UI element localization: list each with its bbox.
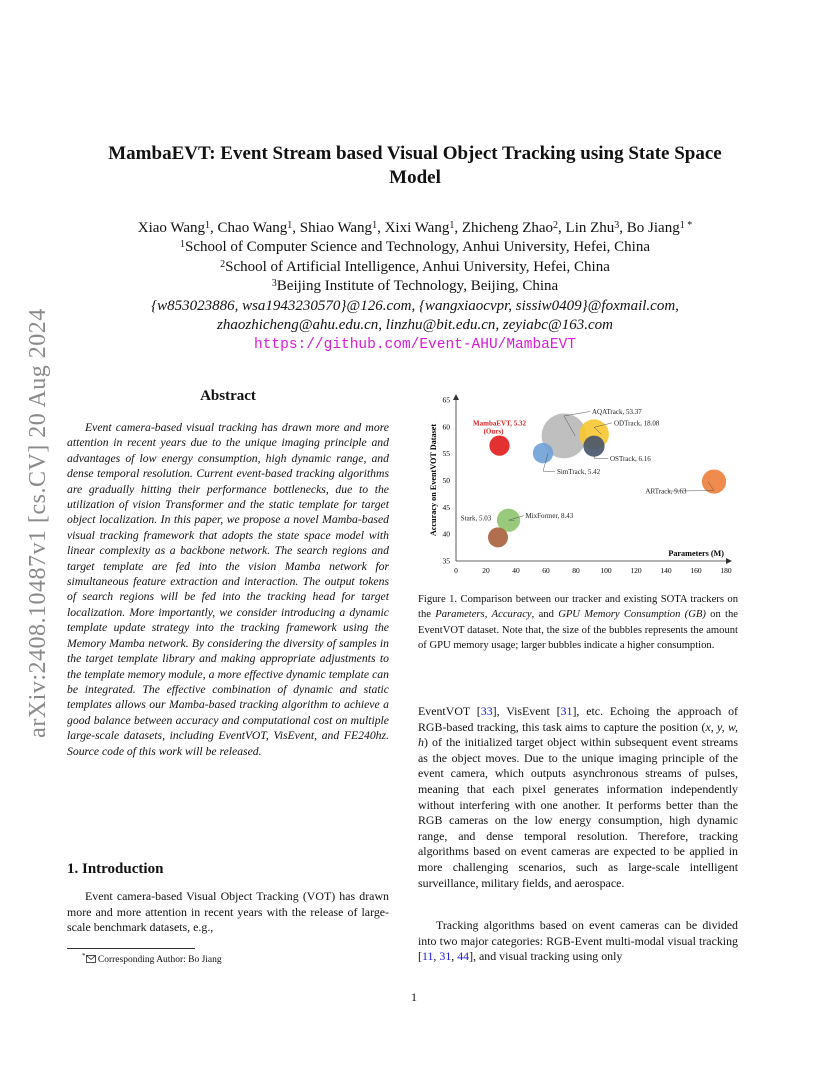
point-label: MixFormer, 8.43: [525, 512, 574, 521]
author-name: Zhicheng Zhao: [461, 220, 554, 236]
x-axis-arrow: [726, 558, 732, 564]
point-label: Stark, 5.03: [460, 514, 492, 523]
point-sublabel: (Ours): [483, 427, 504, 436]
x-tick-label: 40: [512, 566, 520, 575]
arxiv-identifier: arXiv:2408.10487v1 [cs.CV] 20 Aug 2024: [25, 308, 51, 738]
citation-link[interactable]: 31: [439, 949, 452, 964]
emails-line-1: {w853023886, wsa1943230570}@126.com, {wangxiaocvpr, sissiw0409}@foxmail.com,: [151, 298, 679, 314]
emails-line-2: zhaozhicheng@ahu.edu.cn, linzhu@bit.edu.cn, zeyiabc@163.com: [217, 317, 613, 333]
point-label: SimTrack, 5.42: [557, 468, 601, 477]
point-label: AQATrack, 53.37: [592, 407, 642, 416]
repo-link-row: [60, 334, 770, 355]
author-affiliation-mark: 1: [372, 220, 378, 231]
footnote-text: Corresponding Author: Bo Jiang: [97, 955, 222, 966]
author-affiliation-mark: 1: [287, 220, 293, 231]
y-tick-label: 60: [442, 422, 450, 432]
x-tick-labels: [454, 566, 732, 575]
affiliation-3: $^3$Beijing Institute of Technology, Beijing, China: [271, 278, 559, 294]
citation-link[interactable]: 44: [457, 949, 470, 964]
paper-title: [60, 142, 770, 190]
author-name: Xiao Wang: [137, 220, 206, 236]
author-affiliation-mark: 3: [614, 220, 620, 231]
x-tick-label: 180: [720, 566, 732, 575]
author-name: Chao Wang: [217, 220, 288, 236]
x-tick-label: 100: [600, 566, 612, 575]
author-name: Shiao Wang: [299, 220, 373, 236]
figure-1-bubble-chart: [418, 386, 740, 582]
point-label: MambaEVT, 5.32: [473, 419, 526, 428]
author-affiliation-mark: 1 *: [679, 220, 693, 231]
y-tick-label: 65: [442, 395, 450, 405]
bubble-point: [702, 469, 726, 493]
bubble-point: [583, 436, 604, 457]
page-number: 1: [411, 990, 417, 1004]
abstract-text: Event camera-based visual tracking has drawn more and more attention in recent years due to the unique imaging principle and advantages of low energy consumption, high dynamic range, and dense temporal resolution. Current event-based tracking algorithms are gradually hitting their performance bottlenecks, due to the utilization of vision Transformer and the static template for target object localization. In this paper, we propose a novel Mamba-based visual tracking framework that adopts the state space model with linear complexity as a backbone network. The search regions and target template are fed into the vision Mamba network for simultaneous feature extraction and interaction. The output tokens of search regions will be fed into the tracking head for target localization. More importantly, we consider introducing a dynamic template update strategy into the tracking framework using the Memory Mamba network. By considering the diversity of samples in the target template library and making appropriate adjustments to the template memory module, a more effective dynamic template can be integrated. The effective combination of dynamic and static templates allows our Mamba-based tracking algorithm to achieve a good balance between accuracy and computational cost on multiple large-scale datasets, including EventVOT, VisEvent, and FE240hz. Source code of this work will be released.: [67, 421, 389, 758]
author-affiliation-mark: 1: [449, 220, 455, 231]
author-affiliation-mark: 1: [205, 220, 211, 231]
author-name: Xixi Wang: [384, 220, 450, 236]
right-column-paragraph-2: Tracking algorithms based on event cameras can be divided into two major categories: RGB-Event multi-modal visual tracking [11, 31, 44], and visual tracking using only: [418, 918, 738, 964]
footnote-mark: *: [82, 952, 86, 960]
y-tick-label: 50: [442, 476, 450, 485]
citation-link[interactable]: 31: [560, 704, 573, 718]
y-tick-label: 40: [442, 529, 450, 539]
intro-paragraph: Event camera-based Visual Object Tracking (VOT) has drawn more and more attention in recent years with the release of large-scale benchmark datasets, e.g.,: [67, 889, 389, 935]
y-tick-labels: [443, 396, 451, 566]
author-affiliation-mark: 2: [553, 220, 559, 231]
intro-heading: 1. Introduction: [67, 861, 164, 877]
right-column-paragraph-1: EventVOT [33], VisEvent [31], etc. Echoing the approach of RGB-based tracking, this task aims to capture the position (x, y, w, h) of the initialized target object within subsequent event streams as the object moves. Due to the unique imaging principle of the event camera, which outputs asynchronous streams of pulses, meaning that each pixel generates information independently without interfering with one another. It performs better than the RGB cameras on the low energy consumption, high dynamic range, and dense temporal resolution. Therefore, tracking algorithms based on event cameras are expected to be applied in more challenging scenarios, such as large-scale intelligent surveillance, military fields, and aerospace.: [418, 704, 739, 890]
footnote-rule: [67, 948, 195, 949]
author-name: Bo Jiang: [626, 220, 680, 236]
bubble-point: [488, 527, 508, 547]
x-tick-label: 0: [454, 566, 458, 575]
x-tick-label: 60: [542, 566, 550, 575]
y-tick-label: 55: [442, 449, 450, 459]
title-line-1: MambaEVT: Event Stream based Visual Object Tracking using State Space: [108, 143, 722, 164]
author-list: Xiao Wang$^1$, Chao Wang$^1$, Shiao Wang$^1$, Xixi Wang$^1$, Zhicheng Zhao$^2$, Lin Zhu$^3$, Bo Jiang$^{1 *}$: [137, 220, 693, 236]
x-tick-label: 20: [482, 566, 490, 575]
x-tick-label: 140: [660, 566, 672, 575]
figure-1-caption: Figure 1. Comparison between our tracker and existing SOTA trackers on the Parameters, Accuracy, and GPU Memory Consumption (GB) on the EventVOT dataset. Note that, the size of the bubbles represents the amount of GPU memory usage; larger bubbles indicate a higher consumption.: [418, 594, 738, 652]
title-line-2: Model: [389, 167, 441, 188]
bubble-point: [489, 435, 509, 455]
footnote: [82, 952, 222, 965]
y-axis-label: Accuracy on EventVOT Dataset: [429, 423, 438, 537]
affiliation-1: $^1$School of Computer Science and Technology, Anhui University, Hefei, China: [180, 239, 650, 255]
y-tick-label: 35: [442, 556, 450, 566]
x-tick-label: 160: [690, 566, 702, 575]
citation-link[interactable]: 33: [480, 704, 493, 718]
author-name: Lin Zhu: [565, 220, 615, 236]
x-axis-label: Parameters (M): [668, 549, 724, 558]
repo-link[interactable]: https://github.com/Event-AHU/MambaEVT: [254, 337, 576, 353]
y-tick-label: 45: [442, 502, 450, 512]
point-label: ARTrack, 9.63: [645, 487, 687, 496]
bubble-series: [461, 408, 726, 547]
point-label: ODTrack, 18.08: [614, 419, 660, 428]
x-tick-label: 120: [630, 566, 642, 575]
citation-link[interactable]: 11: [421, 949, 434, 964]
envelope-icon: [86, 955, 96, 963]
y-axis-arrow: [453, 394, 459, 400]
abstract-heading: Abstract: [200, 388, 256, 404]
affiliation-2: $^2$School of Artificial Intelligence, Anhui University, Hefei, China: [220, 259, 610, 275]
bubble-point: [533, 443, 553, 463]
x-tick-label: 80: [572, 566, 580, 575]
point-label: OSTrack, 6.16: [610, 455, 651, 464]
